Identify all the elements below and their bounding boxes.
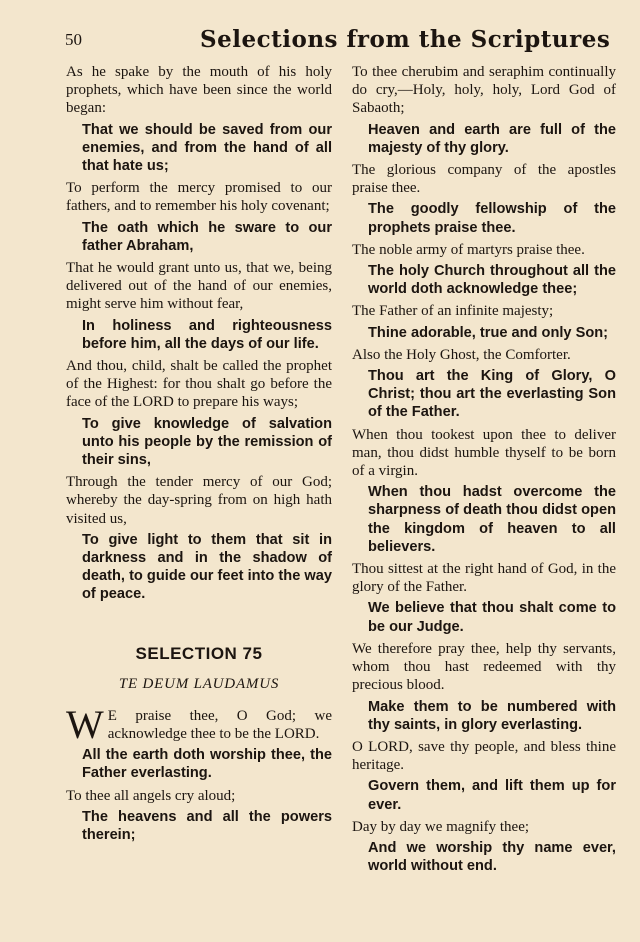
response-verse: Heaven and earth are full of the majesty of thy glory.	[368, 121, 616, 156]
response-verse: And we worship thy name ever, world without end.	[368, 839, 616, 875]
right-verses-list	[352, 63, 616, 875]
response-verse: In holiness and righteousness before him, all the days of our life.	[82, 317, 332, 352]
verses-after-list	[66, 746, 332, 844]
response-verse: We believe that thou shalt come to be our Judge.	[368, 600, 616, 635]
response-verse: To give light to them that sit in darkness and in the shadow of death, to guide our feet into the way of peace.	[82, 531, 332, 603]
response-verse: When thou hadst overcome the sharpness of death thou didst open the kingdom of heaven to all believers.	[368, 484, 616, 555]
reader-verse: To perform the mercy promised to our fathers, and to remember his holy covenant;	[66, 180, 332, 215]
reader-verse: Through the tender mercy of our God; whereby the day-spring from on high hath visited us,	[66, 474, 332, 527]
response-verse: That we should be saved from our enemies, and from the hand of all that hate us;	[82, 121, 332, 175]
response-verse: To give knowledge of salvation unto his people by the remission of their sins,	[82, 415, 332, 469]
response-verse: Thine adorable, true and only Son;	[368, 324, 609, 341]
reader-verse: To thee cherubim and seraphim continually do cry,—Holy, holy, holy, Lord God of Sabaoth;	[352, 64, 616, 117]
selection-title: TE DEUM LAUDAMUS	[118, 675, 280, 692]
drop-cap: W	[66, 701, 104, 747]
right-column	[352, 63, 616, 879]
selection-heading: SELECTION 75	[135, 643, 263, 663]
opening-verse	[66, 701, 332, 747]
response-verse: The heavens and all the powers therein;	[82, 808, 332, 843]
reader-verse: O LORD, save thy people, and bless thine heritage.	[352, 738, 616, 774]
reader-verse: The glorious company of the apostles praise thee.	[352, 162, 616, 197]
response-verse: Govern them, and lift them up for ever.	[368, 778, 616, 813]
page-number: 50	[65, 30, 82, 49]
opening-verse-text: E praise thee, O God; we acknowledge thee to be the LORD.	[107, 707, 332, 742]
reader-verse: That he would grant unto us, that we, being delivered out of the hand of our enemies, might serve him without fear,	[66, 260, 332, 313]
response-verse: Thou art the King of Glory, O Christ; thou art the everlasting Son of the Father.	[368, 368, 616, 421]
reader-verse: The noble army of martyrs praise thee.	[352, 241, 585, 258]
reader-verse: Day by day we magnify thee;	[352, 818, 530, 835]
response-verse: The holy Church throughout all the world doth acknowledge thee;	[368, 263, 616, 298]
reader-verse: As he spake by the mouth of his holy prophets, which have been since the world began:	[66, 64, 332, 117]
response-verse: All the earth doth worship thee, the Father everlasting.	[82, 747, 332, 782]
reader-verse: To thee all angels cry aloud;	[66, 787, 236, 804]
reader-verse: The Father of an infinite majesty;	[352, 303, 554, 320]
reader-verse: And thou, child, shalt be called the prophet of the Highest: for thou shalt go before the face of the LORD to prepare his ways;	[66, 358, 332, 411]
reader-verse: When thou tookest upon thee to deliver man, thou didst humble thyself to be born of a virgin.	[352, 426, 616, 480]
reader-verse: Also the Holy Ghost, the Comforter.	[352, 346, 571, 363]
reader-verse: Thou sittest at the right hand of God, in the glory of the Father.	[352, 561, 616, 596]
response-verse: The oath which he sware to our father Abraham,	[82, 219, 332, 254]
left-column	[66, 63, 332, 848]
response-verse: The goodly fellowship of the prophets praise thee.	[368, 201, 616, 236]
response-verse: Make them to be numbered with thy saints, in glory everlasting.	[368, 698, 616, 733]
verses-before-list	[66, 63, 332, 604]
running-head: Selections from the Scriptures	[200, 26, 611, 53]
reader-verse: We therefore pray thee, help thy servants, whom thou hast redeemed with thy precious blood.	[352, 640, 616, 694]
